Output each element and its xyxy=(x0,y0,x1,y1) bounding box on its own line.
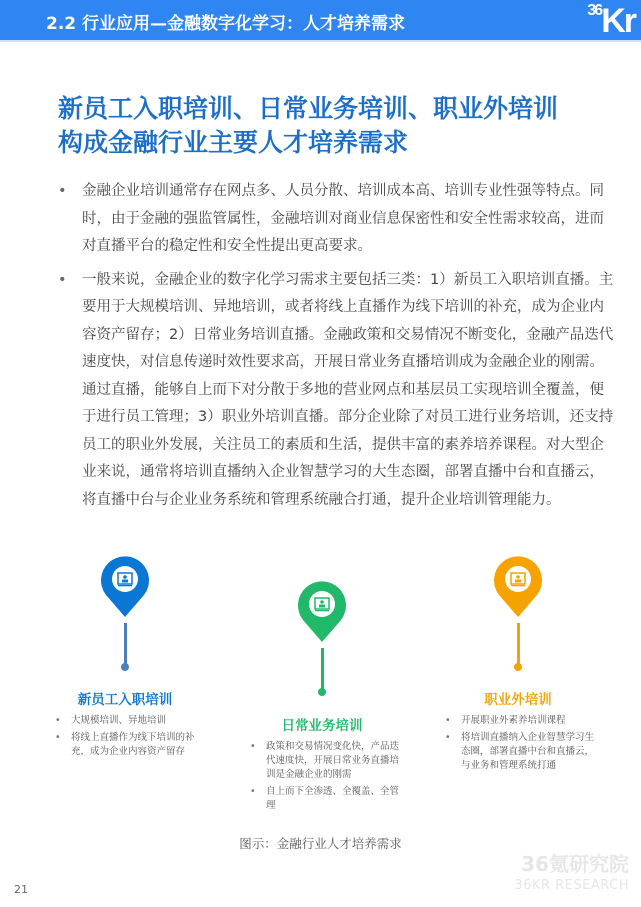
category-list xyxy=(250,740,400,816)
list-item: • 将线上直播作为线下培训的补充，成为企业内容资产留存 xyxy=(55,731,205,759)
category-list xyxy=(445,714,595,776)
map-pin-icon xyxy=(100,555,150,617)
map-pin-icon xyxy=(493,555,543,617)
connector-line xyxy=(124,623,127,667)
page-number: 21 xyxy=(14,883,28,896)
title-line-1: 新员工入职培训、日常业务培训、职业外培训 xyxy=(58,94,559,123)
connector-line xyxy=(517,623,520,667)
connector-line xyxy=(321,648,324,692)
section-title: 2.2 行业应用—金融数字化学习：人才培养需求 xyxy=(46,14,406,34)
list-item: • 政策和交易情况变化快，产品迭代速度快，开展日常业务直播培训是金融企业的刚需 xyxy=(250,740,400,782)
brand-logo: $^{36}$Kr xyxy=(587,2,635,40)
list-item: • 开展职业外素养培训课程 xyxy=(445,714,595,728)
watermark xyxy=(514,853,629,897)
page-title xyxy=(58,92,558,160)
paragraph: • 金融企业培训通常存在网点多、人员分散、培训成本高、培训专业性强等特点。同时，由于金融的强监管属性，金融培训对商业信息保密性和安全性需求较高，进而对直播平台的稳定性和安全性提出更高要求。 xyxy=(58,178,614,261)
body-text xyxy=(58,178,614,520)
connector-dot xyxy=(121,663,129,671)
watermark-en: 36KR RESEARCH xyxy=(514,878,629,893)
title-line-2: 构成金融行业主要人才培养需求 xyxy=(58,128,409,157)
connector-dot xyxy=(514,663,522,671)
category-label: 日常业务培训 xyxy=(281,718,363,734)
map-pin-icon xyxy=(297,580,347,642)
category-label: 职业外培训 xyxy=(484,692,552,708)
list-item: • 自上而下全渗透、全覆盖、全管理 xyxy=(250,785,400,813)
header-bar xyxy=(0,0,641,42)
category-label: 新员工入职培训 xyxy=(77,692,173,708)
figure-caption: 图示：金融行业人才培养需求 xyxy=(239,836,402,851)
list-item: • 将培训直播纳入企业智慧学习生态圈，部署直播中台和直播云，与业务和管理系统打通 xyxy=(445,731,595,773)
category-list xyxy=(55,714,205,762)
paragraph: • 一般来说，金融企业的数字化学习需求主要包括三类：1）新员工入职培训直播。主要用于大规模培训、异地培训，或者将线上直播作为线下培训的补充，成为企业内容资产留存；2）日常业务培训直播。金融政策和交易情况不断变化，金融产品迭代速度快，对信息传递时效性要求高，开展日常业务直播培训成为金融企业的刚需。通过直播，能够自上而下对分散于多地的营业网点和基层员工实现培训全覆盖，便于进行员工管理；3）职业外培训直播。部分企业除了对员工进行业务培训，还支持员工的职业外发展，关注员工的素质和生活，提供丰富的素养培养课程。对大型企业来说，通常将培训直播纳入企业智慧学习的大生态圈，部署直播中台和直播云，将直播中台与企业业务系统和管理系统融合打通，提升企业培训管理能力。 xyxy=(58,267,614,515)
list-item: • 大规模培训、异地培训 xyxy=(55,714,205,728)
connector-dot xyxy=(318,688,326,696)
watermark-cn: 36氪研究院 xyxy=(521,852,629,876)
